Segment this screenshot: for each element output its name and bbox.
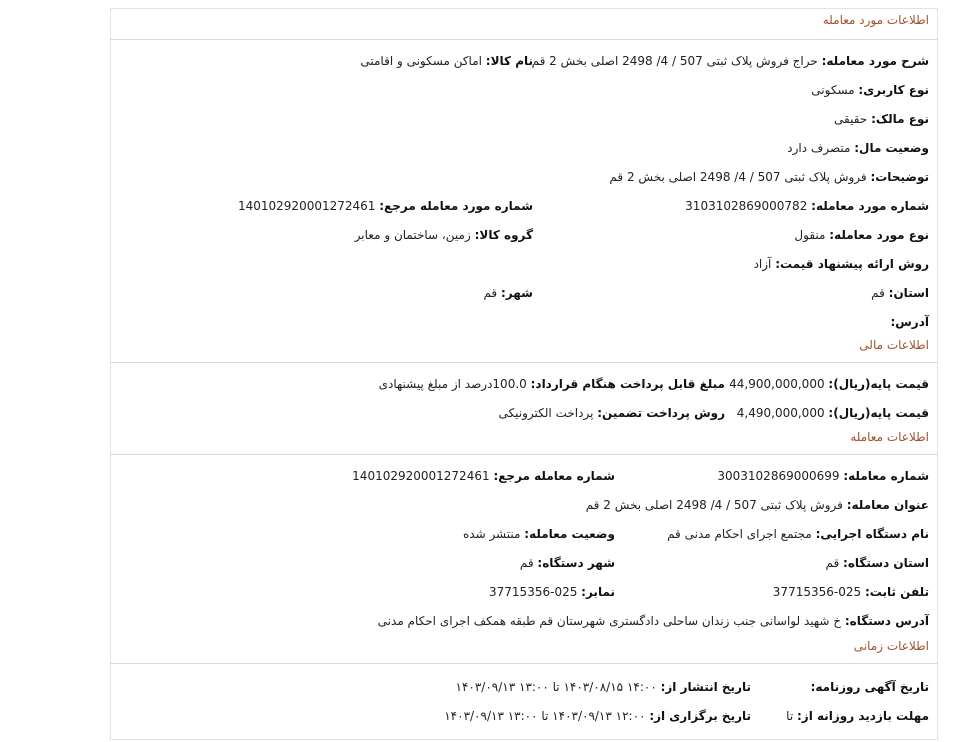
phone-label: تلفن ثابت: bbox=[864, 585, 929, 599]
divider bbox=[111, 362, 937, 363]
section-title-time: اطلاعات زمانی bbox=[853, 639, 929, 653]
section-title-deal: اطلاعات مورد معامله bbox=[822, 13, 929, 27]
fax-label: نمابر: bbox=[581, 585, 615, 599]
phone-value: 025-37715356 bbox=[772, 585, 862, 599]
transaction-state-label: وضعیت معامله: bbox=[524, 527, 615, 541]
base-price-value: 44,900,000,000 bbox=[729, 377, 825, 391]
org-province-row bbox=[825, 553, 929, 573]
deal-desc-label: شرح مورد معامله: bbox=[821, 54, 929, 68]
group-row bbox=[355, 225, 533, 245]
transaction-title-label: عنوان معامله: bbox=[846, 498, 929, 512]
org-address-label: آدرس دستگاه: bbox=[844, 614, 929, 628]
transaction-ref-label: شماره معامله مرجع: bbox=[493, 469, 615, 483]
ref-no-value: 140102920001272461 bbox=[237, 199, 376, 213]
section-title-finance: اطلاعات مالی bbox=[859, 338, 929, 352]
transaction-title-value: فروش پلاک ثبتی 507 / 4/ 2498 اصلی بخش 2 قم bbox=[585, 498, 843, 512]
fax-value: 025-37715356 bbox=[489, 585, 578, 599]
method-value: آزاد bbox=[753, 257, 772, 271]
transaction-ref-value: 140102920001272461 bbox=[352, 469, 490, 483]
guarantee-value: پرداخت الکترونیکی bbox=[498, 406, 594, 420]
guarantee-row bbox=[499, 403, 725, 423]
group-label: گروه کالا: bbox=[474, 228, 533, 242]
payable-value: 100.0درصد از مبلغ پیشنهادی bbox=[378, 377, 527, 391]
org-name-label: نام دستگاه اجرایی: bbox=[815, 527, 929, 541]
org-name-value: مجتمع اجرای احکام مدنی قم bbox=[667, 527, 812, 541]
status-label: وضعیت مال: bbox=[854, 141, 929, 155]
method-row bbox=[754, 254, 929, 274]
base-price-row bbox=[729, 374, 929, 394]
base-price-2-row bbox=[737, 403, 929, 423]
deal-desc-row bbox=[532, 51, 929, 71]
base-price-2-value: 4,490,000,000 bbox=[736, 406, 825, 420]
owner-label: نوع مالک: bbox=[871, 112, 929, 126]
visit-row bbox=[786, 706, 929, 726]
status-row bbox=[787, 138, 929, 158]
visit-label: مهلت بازدید روزانه از: bbox=[797, 709, 929, 723]
city-row bbox=[483, 283, 533, 303]
item-no-value: 3103102869000782 bbox=[685, 199, 808, 213]
owner-value: حقیقی bbox=[834, 112, 868, 126]
org-province-value: قم bbox=[825, 556, 840, 570]
province-label: استان: bbox=[888, 286, 929, 300]
city-value: قم bbox=[483, 286, 498, 300]
item-type-label: نوع مورد معامله: bbox=[829, 228, 929, 242]
city-label: شهر: bbox=[501, 286, 533, 300]
deal-desc-value: حراج فروش پلاک ثبتی 507 / 4/ 2498 اصلی بخش 2 قم bbox=[531, 54, 818, 68]
phone-row bbox=[773, 582, 929, 602]
org-city-value: قم bbox=[519, 556, 534, 570]
item-type-row bbox=[794, 225, 929, 245]
item-type-value: منقول bbox=[794, 228, 826, 242]
usage-value: مسکونی bbox=[811, 83, 855, 97]
divider bbox=[111, 663, 937, 664]
usage-label: نوع کاربری: bbox=[858, 83, 929, 97]
hold-date-row bbox=[444, 706, 751, 726]
transaction-no-label: شماره معامله: bbox=[843, 469, 929, 483]
status-value: متصرف دارد bbox=[787, 141, 851, 155]
owner-row bbox=[834, 109, 929, 129]
org-name-row bbox=[667, 524, 929, 544]
section-title-transaction: اطلاعات معامله bbox=[850, 430, 929, 444]
divider bbox=[111, 39, 937, 40]
goods-name-row bbox=[360, 51, 533, 71]
news-date-row bbox=[811, 677, 929, 697]
hold-date-value: ۱۲:۰۰ ۱۴۰۳/۰۹/۱۳ تا ۱۳:۰۰ ۱۴۰۳/۰۹/۱۳ bbox=[444, 709, 646, 723]
base-price-label: قیمت پایه(ریال): bbox=[828, 377, 929, 391]
details-panel bbox=[110, 8, 938, 740]
transaction-no-row bbox=[717, 466, 929, 486]
transaction-title-row bbox=[586, 495, 929, 515]
goods-name-label: نام کالا: bbox=[485, 54, 533, 68]
org-province-label: استان دستگاه: bbox=[843, 556, 929, 570]
org-address-row bbox=[378, 611, 929, 631]
address-row bbox=[890, 312, 929, 332]
org-city-label: شهر دستگاه: bbox=[537, 556, 615, 570]
transaction-state-row bbox=[463, 524, 615, 544]
visit-value: تا bbox=[786, 709, 794, 723]
group-value: زمین، ساختمان و معابر bbox=[354, 228, 471, 242]
province-value: قم bbox=[871, 286, 885, 300]
ref-no-label: شماره مورد معامله مرجع: bbox=[379, 199, 533, 213]
usage-row bbox=[811, 80, 929, 100]
payable-label: مبلغ قابل پرداخت هنگام قرارداد: bbox=[530, 377, 725, 391]
method-label: روش ارائه پیشنهاد قیمت: bbox=[775, 257, 929, 271]
org-city-row bbox=[520, 553, 615, 573]
publish-date-row bbox=[456, 677, 751, 697]
transaction-no-value: 3003102869000699 bbox=[717, 469, 840, 483]
item-no-label: شماره مورد معامله: bbox=[811, 199, 929, 213]
fax-row bbox=[489, 582, 615, 602]
item-no-row bbox=[685, 196, 929, 216]
ref-no-row bbox=[238, 196, 533, 216]
payable-row bbox=[379, 374, 725, 394]
hold-date-label: تاریخ برگزاری از: bbox=[649, 709, 751, 723]
news-date-label: تاریخ آگهی روزنامه: bbox=[810, 680, 929, 694]
base-price-2-label: قیمت پایه(ریال): bbox=[828, 406, 929, 420]
notes-label: توضیحات: bbox=[870, 170, 929, 184]
goods-name-value: اماکن مسکونی و اقامتی bbox=[360, 54, 482, 68]
transaction-state-value: منتشر شده bbox=[462, 527, 521, 541]
notes-row bbox=[609, 167, 929, 187]
publish-date-value: ۱۴:۰۰ ۱۴۰۳/۰۸/۱۵ تا ۱۳:۰۰ ۱۴۰۳/۰۹/۱۳ bbox=[455, 680, 657, 694]
divider bbox=[111, 454, 937, 455]
publish-date-label: تاریخ انتشار از: bbox=[660, 680, 751, 694]
address-label: آدرس: bbox=[890, 315, 929, 329]
province-row bbox=[871, 283, 929, 303]
org-address-value: خ شهید لواسانی جنب زندان ساحلی دادگستری شهرستان قم طبقه همکف اجرای احکام مدنی bbox=[377, 614, 842, 628]
transaction-ref-row bbox=[352, 466, 615, 486]
guarantee-label: روش پرداخت تضمین: bbox=[597, 406, 725, 420]
notes-value: فروش پلاک ثبتی 507 / 4/ 2498 اصلی بخش 2 قم bbox=[609, 170, 867, 184]
